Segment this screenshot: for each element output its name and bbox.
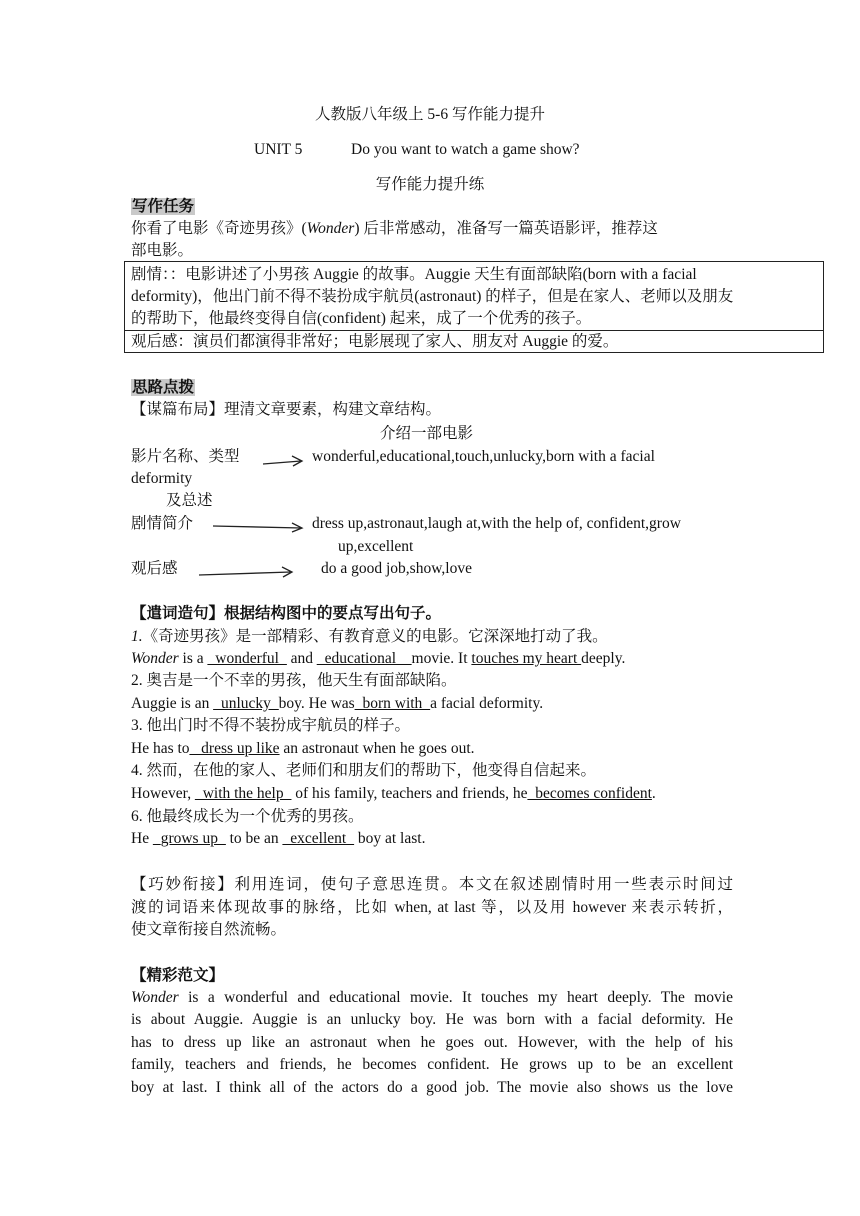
sample-line-4: family, teachers and friends, he becomes confident. He grows up to be an excellent bbox=[131, 1056, 733, 1073]
sentence-4-cn: 4. 然而，在他的家人、老师们和朋友们的帮助下，他变得自信起来。 bbox=[131, 762, 597, 779]
plot-line-1: 剧情：：电影讲述了小男孩 Auggie 的故事。Auggie 天生有面部缺陷(born with a facial bbox=[131, 266, 697, 283]
linking-line-3: 使文章衔接自然流畅。 bbox=[131, 921, 287, 938]
linking-line-2: 渡的词语来体现故事的脉络，比如 when, at last 等，以及用 however 来表示转折， bbox=[131, 899, 733, 916]
unit-title: Do you want to watch a game show? bbox=[351, 141, 580, 158]
section-subtitle: 写作能力提升练 bbox=[375, 176, 485, 193]
plot-line-3: 的帮助下，他最终变得自信(confident) 起来，成了一个优秀的孩子。 bbox=[131, 310, 592, 327]
row3-label: 观后感 bbox=[131, 560, 178, 577]
row1-label: 影片名称、类型 bbox=[131, 448, 240, 465]
sentence-6-cn: 6. 他最终成长为一个优秀的男孩。 bbox=[131, 808, 364, 825]
sentence-1-en: Wonder is a _wonderful_ and _educational__movie. It touches my heart deeply. bbox=[131, 650, 626, 667]
sample-line-3: has to dress up like an astronaut when he goes out. However, with the help of his bbox=[131, 1034, 733, 1051]
sentence-6-en: He _grows up_ to be an _excellent_ boy at last. bbox=[131, 830, 426, 847]
row2-words-cont: up,excellent bbox=[338, 538, 414, 555]
document-title: 人教版八年级上 5-6 写作能力提升 bbox=[315, 106, 545, 123]
sample-line-5: boy at last. I think all of the actors do a good job. The movie also shows us the love bbox=[131, 1079, 733, 1096]
arrow-right-icon bbox=[198, 564, 294, 580]
arrow-right-icon bbox=[212, 517, 304, 533]
unit-label: UNIT 5 bbox=[254, 141, 303, 158]
row1-label-cont: 及总述 bbox=[166, 492, 213, 509]
sample-line-2: is about Auggie. Auggie is an unlucky boy. He was born with a facial deformity. He bbox=[131, 1011, 733, 1028]
sample-heading: 【精彩范文】 bbox=[131, 967, 225, 984]
row2-words: dress up,astronaut,laugh at,with the help of, confident,grow bbox=[312, 515, 681, 532]
sentence-1-cn: 1.《奇迹男孩》是一部精彩、有教育意义的电影。它深深地打动了我。 bbox=[131, 628, 608, 645]
sentence-4-en: However, _with the help_ of his family, teachers and friends, he_becomes confident. bbox=[131, 785, 656, 802]
layout-intro: 【谋篇布局】理清文章要素，构建文章结构。 bbox=[131, 401, 442, 418]
ideas-heading: 思路点拨 bbox=[132, 379, 195, 396]
task-line-1: 你看了电影《奇迹男孩》(Wonder) 后非常感动，准备写一篇英语影评，推荐这 bbox=[131, 220, 658, 237]
center-label: 介绍一部电影 bbox=[380, 425, 474, 442]
task-info-box bbox=[124, 261, 824, 353]
row3-words: do a good job,show,love bbox=[321, 560, 472, 577]
sentence-2-cn: 2. 奥吉是一个不幸的男孩，他天生有面部缺陷。 bbox=[131, 672, 457, 689]
task-heading: 写作任务 bbox=[132, 198, 195, 215]
linking-line-1: 【巧妙衔接】利用连词，使句子意思连贯。本文在叙述剧情时用一些表示时间过 bbox=[131, 876, 733, 893]
row1-words-cont: deformity bbox=[131, 470, 193, 487]
task-line-2: 部电影。 bbox=[131, 242, 194, 259]
row2-label: 剧情简介 bbox=[131, 515, 194, 532]
sample-line-1: Wonder is a wonderful and educational movie. It touches my heart deeply. The movie bbox=[131, 989, 733, 1006]
sentence-3-cn: 3. 他出门时不得不装扮成宇航员的样子。 bbox=[131, 717, 411, 734]
sentences-heading: 【遣词造句】根据结构图中的要点写出句子。 bbox=[131, 605, 442, 622]
row1-words: wonderful,educational,touch,unlucky,born with a facial bbox=[312, 448, 655, 465]
review-line: 观后感：演员们都演得非常好；电影展现了家人、朋友对 Auggie 的爱。 bbox=[131, 333, 619, 350]
arrow-right-icon bbox=[262, 452, 304, 468]
plot-line-2: deformity)，他出门前不得不装扮成宇航员(astronaut) 的样子，但是在家人、老师以及朋友 bbox=[131, 288, 734, 305]
sentence-3-en: He has to_ dress up like an astronaut when he goes out. bbox=[131, 740, 475, 757]
sentence-2-en: Auggie is an _unlucky_boy. He was_born with_a facial deformity. bbox=[131, 695, 544, 712]
